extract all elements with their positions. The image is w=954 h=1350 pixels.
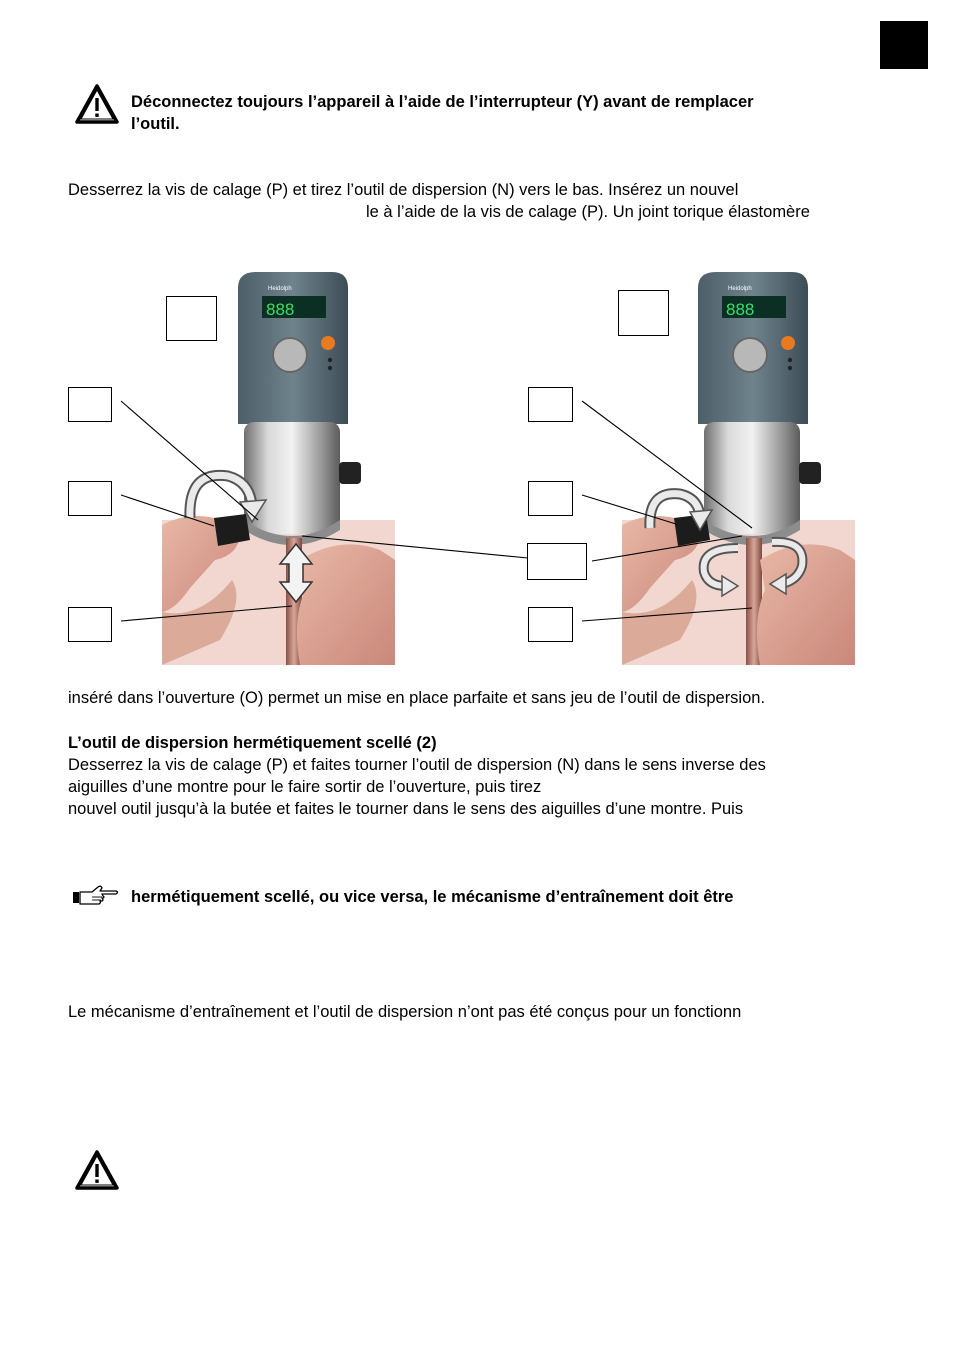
pointing-hand-icon — [72, 884, 120, 906]
after-figures-text: inséré dans l’ouverture (O) permet un mise en place parfaite et sans jeu de l’outil de dispersion. — [68, 689, 766, 707]
callout-box-right-top — [618, 290, 669, 336]
intro-line1: Desserrez la vis de calage (P) et tirez l’outil de dispersion (N) vers le bas. Insérez un nouvel — [68, 181, 739, 199]
callout-box-left-1 — [68, 387, 112, 422]
callout-box-right-1 — [528, 387, 573, 422]
device-display: 888 — [266, 300, 295, 319]
warning-text-line1: Déconnectez toujours l’appareil à l’aide de l’interrupteur (Y) avant de remplacer — [131, 93, 754, 111]
svg-text:Heidolph: Heidolph — [728, 286, 752, 292]
callout-box-left-2 — [68, 481, 112, 516]
warning-triangle-icon — [75, 84, 119, 124]
warning-text-line2: l’outil. — [131, 115, 180, 133]
section2-line3: nouvel outil jusqu’à la butée et faites le tourner dans le sens des aiguilles d’une montre. Puis — [68, 800, 744, 818]
section2-line2: aiguilles d’une montre pour le faire sortir de l’ouverture, puis tirez — [68, 778, 542, 796]
section2-heading: L’outil de dispersion hermétiquement scellé (2) — [68, 734, 437, 752]
note-text: hermétiquement scellé, ou vice versa, le mécanisme d’entraînement doit être — [131, 888, 734, 906]
callout-box-left-3 — [68, 607, 112, 642]
paragraph3-text: Le mécanisme d’entraînement et l’outil de dispersion n’ont pas été conçus pour un fonctionn — [68, 1003, 742, 1021]
intro-line2: le à l’aide de la vis de calage (P). Un joint torique élastomère — [366, 203, 810, 221]
figures-illustration — [0, 262, 954, 672]
callout-box-right-3 — [527, 543, 587, 580]
callout-box-right-4 — [528, 607, 573, 642]
callout-box-left-top — [166, 296, 217, 341]
page-tab-marker — [880, 21, 928, 69]
callout-box-right-2 — [528, 481, 573, 516]
section2-line1: Desserrez la vis de calage (P) et faites tourner l’outil de dispersion (N) dans le sens inverse des — [68, 756, 766, 774]
svg-text:888: 888 — [726, 300, 755, 319]
device-brand: Heidolph — [268, 286, 292, 292]
warning-triangle-icon — [75, 1150, 119, 1190]
